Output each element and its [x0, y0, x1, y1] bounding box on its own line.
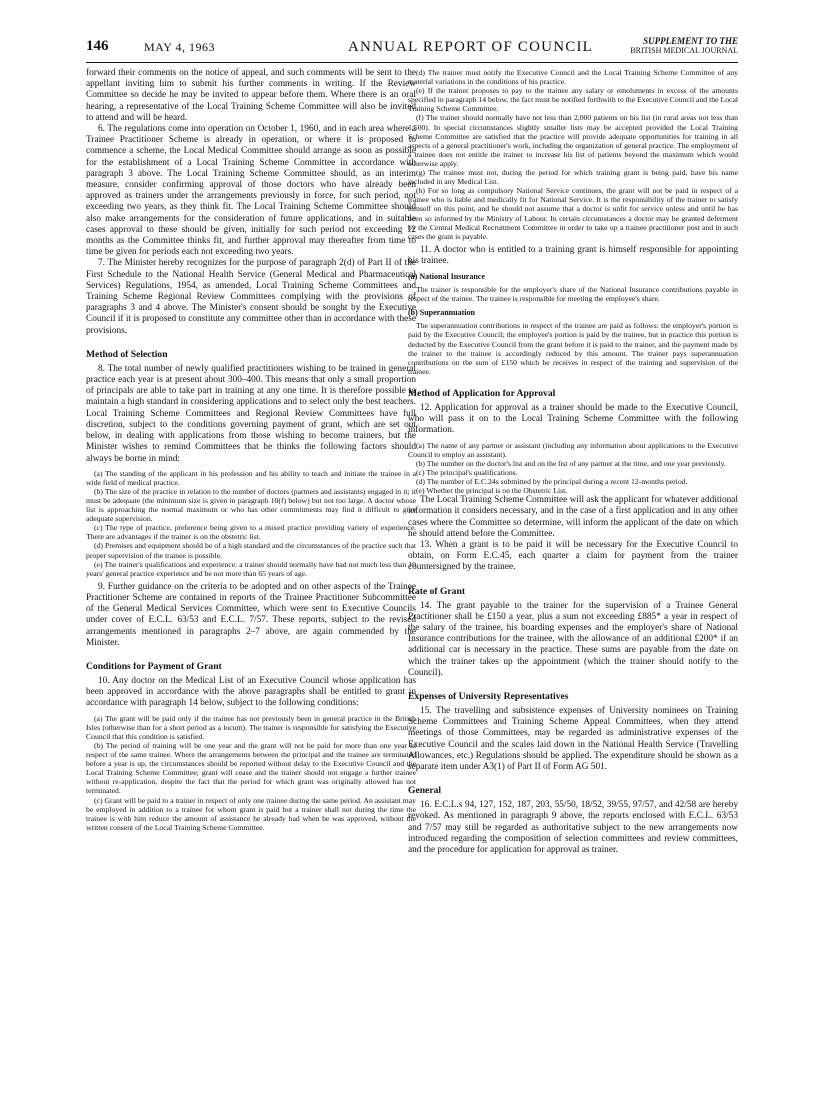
heading-national-insurance: (a) National Insurance	[408, 272, 485, 282]
page-header	[86, 38, 738, 63]
paragraph-national-insurance: The trainer is responsible for the employer's share of the National Insurance contributions payable in respect of the trainee. The trainee is responsible for meeting the employee's share.	[408, 285, 738, 304]
paragraph-10a: (a) The grant will be paid only if the trainee has not previously been in general practice in the British Isles (otherwise than for a short period as a locum). The trainer is responsible for satisfying the Executive Council that this condition is satisfied.	[86, 713, 416, 741]
paragraph-12e: (e) Whether the principal is on the Obstetric List.	[416, 486, 568, 496]
paragraph-12-continued: The Local Training Scheme Committee will ask the applicant for whatever additional information it considers necessary, and in the case of a first application and in any other cases where the Committee so determine, will inform the applicant of the date on which he should attend before the Committee.	[408, 495, 738, 539]
supplement-line-2: BRITISH MEDICAL JOURNAL	[630, 46, 738, 55]
paragraph-9: 9. Further guidance on the criteria to be adopted and on other aspects of the Trainee Practitioner Scheme are contained in reports of the Trainee Practitioner Subcommittee of the General Medical Services Committee, which were sent to Executive Councils under cover of E.C.L. 63/53 and E.C.L. 7/57. These reports, subject to the revised arrangements mentioned in paragraphs 2–7 above, are again commended by the Minister.	[86, 581, 416, 648]
paragraph-8a: (a) The standing of the applicant in his profession and his ability to teach and initiate the trainee in a wide field of medical practice.	[86, 468, 416, 487]
paragraph-10d: (d) The trainer must notify the Executive Council and the Local Training Scheme Committee of any material variations in the conditions of his practice.	[408, 68, 738, 87]
paragraph-10c: (c) Grant will be paid to a trainer in respect of only one trainee during the same period. An assistant may be employed in addition to a trainee for whom grant is paid but a trainer shall not during the time the trainee is with him reduce the amount of assistance he already had when he was approved, without the written consent of the Local Training Scheme Committee.	[86, 795, 416, 832]
paragraph-11: 11. A doctor who is entitled to a training grant is himself responsible for appointing his trainee.	[408, 244, 738, 266]
paragraph-6: 6. The regulations come into operation on October 1, 1960, and in each area where a Trainee Practitioner Scheme is already in operation, or where it is proposed to commence a scheme, the Local Medical Committee should arrange as soon as possible for the establishment of a Local Training Scheme Committee in accordance with paragraph 3 above. The Local Training Scheme Committee should, as an interim measure, consider confirming approval of those doctors who have already been approved as trainers under the arrangements previously in force, for such period, not exceeding two years, as they think fit. The Local Training Scheme Committee should also make arrangements for the consideration of future applications, and in suitable cases approval to these should be given, initially for such period not exceeding 12 months as the Committee thinks fit, and further approval may thereafter from time to time be given for periods each not exceeding two years.	[86, 124, 416, 258]
paragraph-10h: (h) For so long as compulsory National Service continues, the grant will not be paid in respect of a trainee who is liable and medically fit for National Service. It is the responsibility of the trainer to satisfy himself on this point, and he should not assume that a doctor is unfit for service unless and until he has been so informed by the Ministry of Labour. In certain circumstances a doctor may be granted deferment by the Central Medical Recruitment Committee in order to take up a trainee practitioner post and in such cases the grant is payable.	[408, 186, 738, 241]
paragraph-10g: (g) The trainee must not, during the period for which training grant is being paid, have his name included in any Medical List.	[408, 168, 738, 187]
heading-method-of-selection: Method of Selection	[86, 348, 168, 360]
paragraph-12: 12. Application for approval as a trainer should be made to the Executive Council, who will pass it on to the Local Training Scheme Committee with the following information.	[408, 402, 738, 436]
paragraph-8c: (c) The type of practice, preference being given to a mixed practice providing variety of experience. There are advantages if the trainer is on the obstetric list.	[86, 523, 416, 542]
paragraph-7: 7. The Minister hereby recognizes for the purpose of paragraph 2(d) of Part II of the First Schedule to the National Health Service (General Medical and Pharmaceutical Services) Regulations, 1954, as amended, Local Training Scheme Committees and Training Scheme Regional Review Committees complying with the provisions of paragraphs 3 and 4 above. The Minister's consent should be sought by the Executive Council if it is proposed to constitute any committee other than in accordance with these provisions.	[86, 258, 416, 336]
paragraph-16: 16. E.C.L.s 94, 127, 152, 187, 203, 55/50, 18/52, 39/55, 97/57, and 42/58 are hereby revoked. As mentioned in paragraph 9 above, the reports enclosed with E.C.L. 63/53 and 7/57 may still be regarded as authoritative subject to the new arrangements now introduced regarding the composition of selection committees and review committees, and the procedure for application for approval as trainer.	[408, 800, 738, 855]
right-column	[408, 68, 738, 856]
heading-rate-of-grant: Rate of Grant	[408, 585, 466, 597]
paragraph-8: 8. The total number of newly qualified practitioners wishing to be trained in general practice each year is at present about 300–400. This means that only a small proportion of principals are able to take part in training at any one time. It is therefore possible to maintain a high standard in considering applications and to select only the best teachers. Local Training Scheme Committees and Regional Review Committees have full discretion, subject to the conditions governing payment of grant, which are set out below, in dealing with applications from those wishing to become trainers, but the Minister wishes to remind Committees that he thinks the following factors should always be borne in mind:	[86, 363, 416, 464]
paragraph-8e: (e) The trainer's qualifications and experience: a trainer should normally have had not much less than 10 years' general practice experience and be not more than 65 years of age.	[86, 559, 416, 578]
running-title: ANNUAL REPORT OF COUNCIL	[348, 39, 593, 55]
paragraph-13: 13. When a grant is to be paid it will be necessary for the Executive Council to obtain, on Form E.C.45, each quarter a claim for payment from the trainer countersigned by the trainee.	[408, 539, 738, 573]
paragraph-10e: (e) If the trainer proposes to pay to the trainee any salary or emoluments in excess of the amounts specified in paragraph 14 below, the fact must be notified forthwith to the Executive Council and the Local Training Scheme Committee.	[408, 86, 738, 114]
issue-date: MAY 4, 1963	[144, 40, 215, 54]
paragraph-12b: (b) The number on the doctor's list and on the list of any partner at the time, and one year previously.	[416, 458, 726, 468]
paragraph-14: 14. The grant payable to the trainer for the supervision of a Trainee General Practitioner shall be £150 a year, plus a sum not exceeding £885* a year in respect of the salary of the trainee, his boarding expenses and the employer's share of National Insurance contributions for the trainee, with the allowance of an additional £200* if an additional car is necessary in the practice. These sums are payable from the date on which the trainer takes up the appointment (which the trainer should notify to the Council).	[408, 600, 738, 678]
paragraph-10b: (b) The period of training will be one year and the grant will not be paid for more than one year in respect of the same trainee. Where the arrangements between the principal and the trainee are terminated before a year is up, the circumstances should be reported without delay to the Executive Council and the Local Training Scheme Committee; grant will cease and the trainer should not engage a further trainee without re-application, despite the fact that the period for which grant was originally allowed has not terminated.	[86, 740, 416, 796]
paragraph-10: 10. Any doctor on the Medical List of an Executive Council whose application has been approved in accordance with the above paragraphs shall be entitled to grant in accordance with paragraph 14 below, subject to the following conditions:	[86, 676, 416, 709]
supplement-line-1: SUPPLEMENT TO THE	[643, 36, 738, 46]
heading-expenses-university: Expenses of University Representatives	[408, 690, 569, 702]
paragraph-continued: forward their comments on the notice of appeal, and such comments will be sent to the appellant inviting him to submit his further comments in writing. If the Review Committee so decide he may be invited to appear before them. Where there is an oral hearing, a representative of the Local Training Scheme Committee will also be invited to attend and will be heard.	[86, 68, 416, 123]
paragraph-12d: (d) The number of E.C.24s submitted by the principal during a recent 12-months period.	[416, 476, 688, 486]
paragraph-8d: (d) Premises and equipment should be of a high standard and the circumstances of the practice such that proper supervision of the trainee is possible.	[86, 541, 416, 560]
supplement-label	[630, 36, 738, 56]
left-column	[86, 68, 416, 832]
paragraph-12c: (c) The principal's qualifications.	[416, 467, 518, 477]
paragraph-12a: (a) The name of any partner or assistant (including any information about applications to the Executive Council to employ an assistant).	[408, 440, 738, 459]
heading-method-of-application: Method of Application for Approval	[408, 387, 556, 399]
paragraph-superannuation: The superannuation contributions in respect of the trainee are paid as follows: the employer's portion is paid by the Executive Council; the employee's portion is paid by the trainee, but in practice this portion is deducted by the Executive Council from the grant before it is paid to the trainer, and the payment made by the trainer to the trainee is accordingly reduced by this amount. The trainer pays superannuation contributions on the sum of £150 which he receives in respect of the training and supervision of the trainee.	[408, 321, 738, 376]
heading-general: General	[408, 785, 442, 797]
heading-superannuation: (b) Superannuation	[408, 308, 475, 318]
paragraph-10f: (f) The trainer should normally have not less than 2,000 patients on his list (in rural areas not less than 1,500). In special circumstances slightly smaller lists may be accepted provided the Local Training Scheme Committee are satisfied that the practice will provide adequate opportunities for training in all aspects of a general practitioner's work, including the organization of general practice. The employment of a trainee does not entitle the trainer to increase his list of patients beyond the maximum which would otherwise apply.	[408, 113, 738, 168]
page-number: 146	[86, 38, 109, 54]
paragraph-8b: (b) The size of the practice in relation to the number of doctors (partners and assistants) engaged in it; it must be adequate (the minimum size is given in paragraph 10(f) below) but not too large. A doctor whose list is approaching the normal maximum or who has other commitments may find it difficult to give adequate supervision.	[86, 486, 416, 524]
paragraph-15: 15. The travelling and subsistence expenses of University nominees on Training Scheme Committees and Training Scheme Appeal Committees, when they attend meetings of those Committees, may be regarded as administrative expenses of the Executive Council and the scales laid down in the National Health Service (Travelling Allowances, etc.) Regulations should be applied. The expenditure should be shown as a separate item under A3(1) of Part II of Form AG 501.	[408, 705, 738, 772]
heading-conditions-for-payment: Conditions for Payment of Grant	[86, 661, 222, 673]
